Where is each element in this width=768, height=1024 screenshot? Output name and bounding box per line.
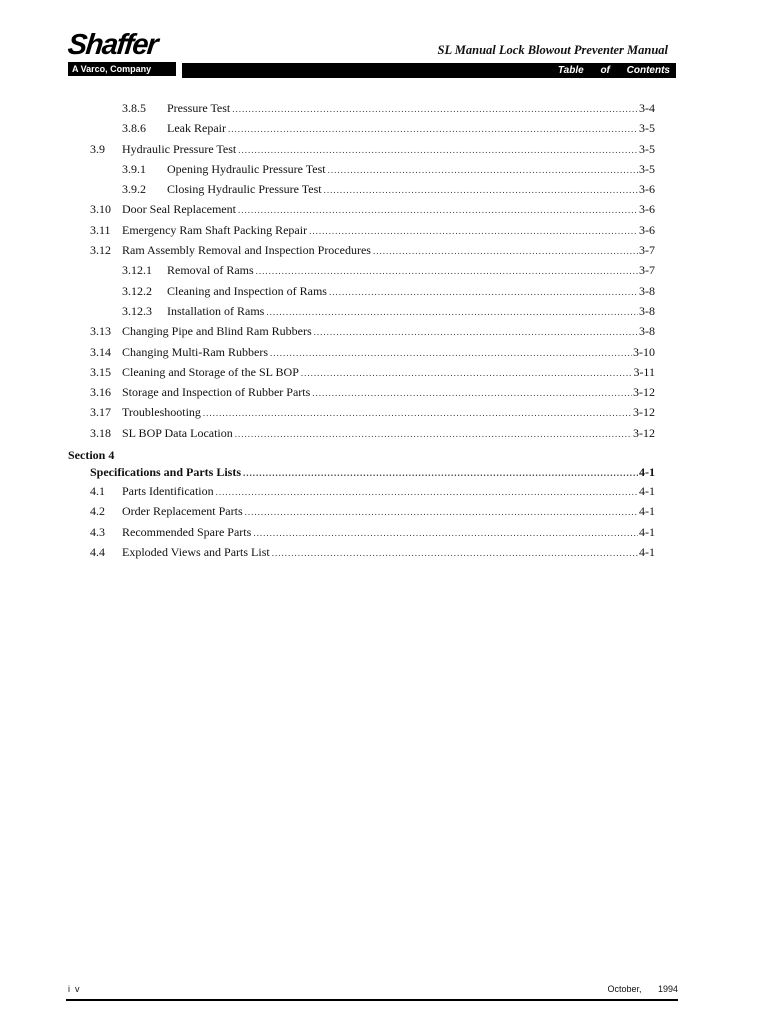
logo-tagline: A Varco, Company (68, 62, 176, 76)
toc-row (0, 342, 768, 362)
toc-number: 3.8.6 (122, 121, 146, 136)
footer-date: October, 1994 (607, 984, 678, 994)
toc-page: 3-8 (639, 283, 655, 298)
toc-number: 3.9 (90, 141, 105, 156)
toc-page: 4-1 (639, 544, 655, 559)
toc-row (0, 382, 768, 402)
toc-row (0, 98, 768, 118)
toc-page: 4-1 (639, 524, 655, 539)
toc-title: Hydraulic Pressure Test (122, 141, 237, 156)
toc-page: 3-4 (639, 101, 655, 115)
toc-row (0, 501, 768, 521)
toc-row (0, 542, 768, 562)
toc-row (0, 522, 768, 542)
toc-page: 4-1 (639, 465, 655, 480)
toc-row (0, 139, 768, 159)
toc-title: Ram Assembly Removal and Inspection Procedures (122, 243, 371, 258)
toc-row (0, 199, 768, 219)
toc-page: 4-1 (639, 484, 655, 499)
toc-title: Changing Pipe and Blind Ram Rubbers (122, 324, 312, 339)
toc-number: 3.12.3 (122, 303, 152, 318)
toc-page: 3-7 (639, 263, 655, 278)
toc-number: 3.12.2 (122, 283, 152, 298)
toc-section-title-row (0, 463, 768, 481)
toc-page: 3-12 (633, 385, 655, 400)
toc-page: 3-11 (633, 364, 655, 379)
toc-row (0, 281, 768, 301)
toc-page: 3-10 (633, 344, 655, 359)
table-of-contents (0, 98, 768, 562)
shaffer-logo (68, 30, 186, 76)
toc-page: 3-5 (639, 161, 655, 176)
toc-title: Cleaning and Inspection of Rams (167, 283, 327, 298)
footer-rule (66, 999, 678, 1001)
toc-row (0, 179, 768, 199)
toc-title: Pressure Test (167, 101, 231, 115)
toc-title: Troubleshooting (122, 405, 201, 420)
toc-number: 3.11 (90, 222, 111, 237)
toc-page: 4-1 (639, 504, 655, 519)
toc-title: Door Seal Replacement (122, 202, 236, 217)
toc-number: 3.12.1 (122, 263, 152, 278)
toc-page: 3-6 (639, 182, 655, 197)
toc-row (0, 240, 768, 260)
toc-row (0, 321, 768, 341)
toc-row (0, 220, 768, 240)
logo-wordmark: Shaffer (66, 29, 159, 61)
toc-title: SL BOP Data Location (122, 425, 233, 440)
toc-page: 3-6 (639, 202, 655, 217)
toc-number: 4.1 (90, 484, 105, 499)
toc-title: Installation of Rams (167, 303, 265, 318)
toc-title: Storage and Inspection of Rubber Parts (122, 385, 311, 400)
toc-page: 3-5 (639, 141, 655, 156)
toc-title: Opening Hydraulic Pressure Test (167, 161, 326, 176)
toc-title: Closing Hydraulic Pressure Test (167, 182, 322, 197)
toc-page: 3-12 (633, 425, 655, 440)
toc-row (0, 362, 768, 382)
toc-number: 3.10 (90, 202, 111, 217)
toc-number: 3.16 (90, 385, 111, 400)
toc-title: Order Replacement Parts (122, 504, 243, 519)
toc-row (0, 423, 768, 443)
toc-title: Emergency Ram Shaft Packing Repair (122, 222, 308, 237)
toc-title: Cleaning and Storage of the SL BOP (122, 364, 299, 379)
toc-page: 3-7 (639, 243, 655, 258)
toc-title: Changing Multi-Ram Rubbers (122, 344, 268, 359)
toc-number: 3.14 (90, 344, 111, 359)
header-bar (182, 63, 676, 78)
toc-row (0, 481, 768, 501)
toc-number: 3.13 (90, 324, 111, 339)
document-title: SL Manual Lock Blowout Preventer Manual (437, 43, 668, 57)
toc-title: Recommended Spare Parts (122, 524, 252, 539)
toc-number: 4.2 (90, 504, 105, 519)
toc-number: 4.4 (90, 544, 105, 559)
toc-page: 3-5 (639, 121, 655, 136)
toc-number: 3.9.2 (122, 182, 146, 197)
toc-page: 3-6 (639, 222, 655, 237)
toc-number: 3.15 (90, 364, 111, 379)
toc-title: Leak Repair (167, 121, 226, 136)
footer-page-number: iv (68, 984, 85, 994)
toc-page: 3-8 (639, 303, 655, 318)
toc-number: 3.18 (90, 425, 111, 440)
header-bar-text: Table of Contents (557, 65, 670, 76)
toc-row (0, 159, 768, 179)
toc-title: Exploded Views and Parts List (122, 544, 270, 559)
toc-number: 3.9.1 (122, 161, 146, 176)
toc-number: 3.8.5 (122, 101, 146, 115)
toc-page: 3-8 (639, 324, 655, 339)
toc-title: Removal of Rams (167, 263, 254, 278)
toc-number: 3.12 (90, 243, 111, 258)
toc-page: 3-12 (633, 405, 655, 420)
section-heading: Section 4 (68, 448, 115, 463)
toc-row (0, 260, 768, 280)
toc-row (0, 402, 768, 422)
toc-row (0, 301, 768, 321)
toc-section-title: Specifications and Parts Lists (90, 465, 242, 480)
toc-number: 3.17 (90, 405, 111, 420)
toc-number: 4.3 (90, 524, 105, 539)
toc-row (0, 118, 768, 138)
toc-title: Parts Identification (122, 484, 214, 499)
